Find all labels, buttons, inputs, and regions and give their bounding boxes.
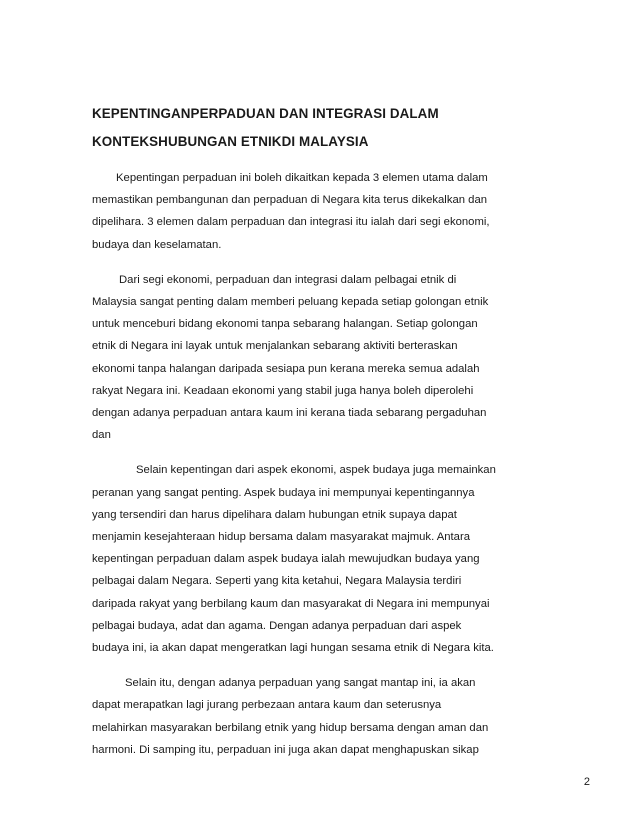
paragraph-economy [92,269,552,447]
paragraph-line: budaya dan keselamatan. [92,238,222,251]
paragraph-line: budaya ini, ia akan dapat mengeratkan lagi hungan sesama etnik di Negara kita. [92,642,494,655]
paragraph-line: pelbagai dalam Negara. Seperti yang kita ketahui, Negara Malaysia terdiri [92,575,462,588]
paragraph-line: untuk menceburi bidang ekonomi tanpa sebarang halangan. Setiap golongan [92,318,478,331]
paragraph-line: ekonomi tanpa halangan daripada sesiapa pun kerana mereka semua adalah [92,362,480,375]
paragraph-line: Kepentingan perpaduan ini boleh dikaitkan kepada 3 elemen utama dalam [116,172,488,184]
paragraph-line: rakyat Negara ini. Keadaan ekonomi yang stabil juga hanya boleh diperolehi [92,384,474,397]
paragraph-line: Selain itu, dengan adanya perpaduan yang sangat mantap ini, ia akan [125,677,476,690]
document-body [92,167,552,774]
paragraph-line: memastikan pembangunan dan perpaduan di Negara kita terus dikekalkan dan [92,194,488,207]
paragraph-line: dan [92,429,111,442]
paragraph-line: menjamin kesejahteraan hidup bersama dalam masyarakat majmuk. Antara [92,531,471,544]
paragraph-culture [92,459,552,659]
paragraph-line: peranan yang sangat penting. Aspek budaya ini mempunyai kepentingannya [92,486,475,499]
paragraph-line: Selain kepentingan dari aspek ekonomi, aspek budaya juga memainkan [136,464,496,477]
document-heading [92,100,552,156]
paragraph-intro [92,167,552,256]
paragraph-line: harmoni. Di samping itu, perpaduan ini juga akan dapat menghapuskan sikap [92,743,479,756]
paragraph-line: yang tersendiri dan harus dipelihara dalam hubungan etnik supaya dapat [92,508,457,521]
heading-line: KONTEKSHUBUNGAN ETNIKDI MALAYSIA [92,134,369,149]
paragraph-line: Malaysia sangat penting dalam memberi peluang kepada setiap golongan etnik [92,296,489,309]
paragraph-line: dipelihara. 3 elemen dalam perpaduan dan integrasi itu ialah dari segi ekonomi, [92,216,490,229]
paragraph-line: dapat merapatkan lagi jurang perbezaan antara kaum dan seterusnya [92,699,442,712]
paragraph-line: Dari segi ekonomi, perpaduan dan integrasi dalam pelbagai etnik di [119,273,457,286]
paragraph-harmony [92,672,552,761]
paragraph-line: kepentingan perpaduan dalam aspek budaya ialah mewujudkan budaya yang [92,553,480,566]
paragraph-line: dengan adanya perpaduan antara kaum ini kerana tiada sebarang pergaduhan [92,407,487,420]
paragraph-line: pelbagai budaya, adat dan agama. Dengan adanya perpaduan dari aspek [92,619,462,632]
page-number: 2 [583,776,590,788]
paragraph-line: etnik di Negara ini layak untuk menjalankan sebarang aktiviti berteraskan [92,340,458,353]
paragraph-line: daripada rakyat yang berbilang kaum dan masyarakat di Negara ini mempunyai [92,597,490,610]
heading-line: KEPENTINGANPERPADUAN DAN INTEGRASI DALAM [92,106,439,121]
paragraph-line: melahirkan masyarakan berbilang etnik yang hidup bersama dengan aman dan [92,721,489,734]
